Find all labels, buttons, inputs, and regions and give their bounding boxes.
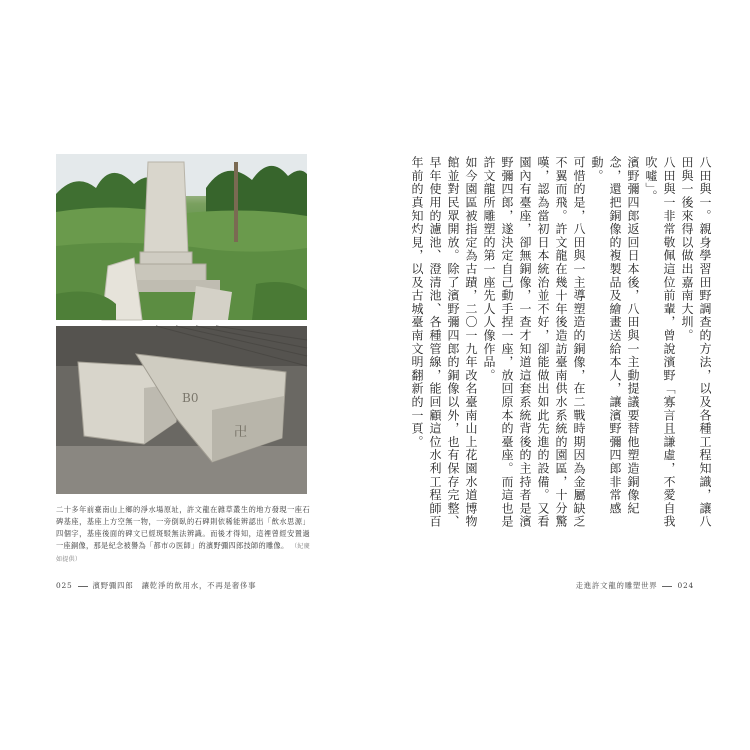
caption-credit: （紀慶如提供）	[56, 543, 311, 563]
right-running-title: 走進許文龍的雕塑世界	[575, 581, 658, 590]
right-page-footer	[576, 580, 694, 591]
body-paragraph: 八田與一非常敬佩這位前輩，曾說濱野「寡言且謙虛，不愛自我吹噓」。	[644, 156, 676, 529]
body-paragraph: 可惜的是，八田與一主導塑造的銅像，在二戰時期因為金屬缺乏不翼而飛。許文龍在幾十年後造訪臺南供水系統的園區，十分驚嘆，認為當初日本統治並不好，卻能做出如此先進的設備。又看園內有臺座，卻無銅像，一查才知道這套系統背後的主持者是濱野彌四郎，遂決定自己動手捏一座，放回原本的臺座。而這也是許文龍所雕塑的第一座先人人像作品。	[482, 156, 586, 529]
body-paragraph: 如今園區被指定為古蹟，二〇一九年改名臺南山上花園水道博物館並對民眾開放。除了濱野彌四郎的銅像以外，也有保存完整、早年使用的濾池、澄清池、各種管線，能回顧這位水利工程師百年前的真知灼見，以及古城臺南文明翻新的一頁。	[410, 156, 478, 529]
svg-text:卍: 卍	[234, 425, 248, 440]
fallen-stone-tablets-photo	[56, 326, 307, 494]
stones-photo-illustration	[56, 326, 307, 494]
memorial-monument-photo	[56, 154, 307, 320]
right-page-number: 024	[677, 581, 694, 590]
photo-caption	[56, 504, 310, 566]
footer-rule	[662, 586, 672, 587]
footer-rule	[78, 586, 88, 587]
body-paragraph: 濱野彌四郎返回日本後，八田與一主動提議要替他塑造銅像紀念，還把銅像的複製品及繪畫送給本人，讓濱野彌四郎非常感動。	[590, 156, 640, 516]
left-page-number: 025	[56, 581, 73, 590]
vertical-body-text	[410, 156, 714, 534]
body-paragraph: 八田與一。親身學習田野調查的方法，以及各種工程知識，讓八田與一後來得以做出嘉南大圳。	[680, 156, 712, 529]
svg-text:B0: B0	[182, 391, 199, 405]
memorial-photo-illustration	[56, 154, 307, 320]
left-running-title: 濱野彌四郎 讓乾淨的飲用水，不再是奢侈事	[92, 581, 257, 590]
left-page-footer	[56, 580, 256, 591]
caption-text: 二十多年前臺南山上鄉的淨水場原址，許文龍在雜草叢生的地方發現一座石碑基座，基座上方空無一物，一旁倒臥的石碑則依稀能辨認出「飲水思源」四個字，基座後面的碑文已經斑駁無法辨識。而後才得知，這裡曾經安置過一座銅像，那是紀念被譽為「都市の医師」的濱野彌四郎技師的雕像。	[56, 505, 310, 550]
